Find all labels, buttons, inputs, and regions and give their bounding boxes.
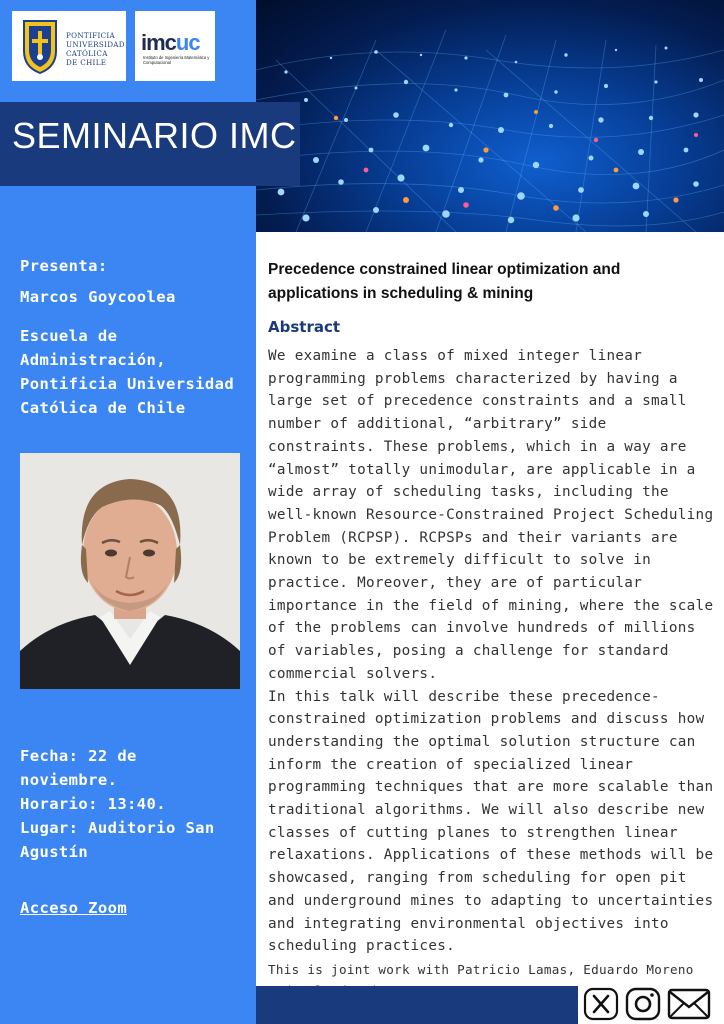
email-icon[interactable] [667,987,711,1021]
abstract-heading: Abstract [268,318,341,336]
abstract-text [268,345,720,1002]
imcuc-wordmark: imcuc [141,30,200,55]
affiliation-block [20,324,234,420]
imcuc-logo [135,11,215,81]
talk-title: Precedence constrained linear optimization and applications in scheduling & mining [268,261,621,302]
speaker-photo [20,453,240,689]
event-details [20,744,215,864]
location-line: Agustín [20,843,89,861]
acknowledgement-paragraph: This is joint work with Patricio Lamas, Eduardo Moreno [268,961,694,977]
seminar-title: SEMINARIO IMC [12,115,297,156]
time-line: Horario: 13:40. [20,795,166,813]
abstract-paragraph: In this talk will describe these precedence-constrained optimization problems and discuss how understanding the optimal solution structure can inform the creation of specialized linear programming techniques that are more scalable than traditional algorithms. We will also describe new classes of cutting planes to strengthen linear relaxations. Applications of these methods will be showcased, ranging from scheduling for open pit and underground mines to adapting to uncertainties and integrating environmental objectives into scheduling practices. [268,688,714,955]
affiliation-line: Administración, [20,351,166,369]
speaker-portrait-graphic [20,453,240,689]
puc-logo [12,11,126,81]
affiliation-line: Escuela de [20,327,118,345]
zoom-access-link[interactable]: Acceso Zoom [20,899,128,917]
instagram-icon[interactable] [625,987,661,1021]
network-pattern-graphic [256,0,724,232]
presenta-label: Presenta: [20,257,108,275]
date-line: noviembre. [20,771,118,789]
x-icon[interactable] [583,987,619,1021]
university-seal-icon [18,17,62,75]
network-hero-image [256,0,724,232]
location-line: Lugar: Auditorio San [20,819,215,837]
date-line: Fecha: 22 de [20,747,137,765]
abstract-paragraph: We examine a class of mixed integer linear programming problems characterized by having a large set of precedence constraints and a small number of additional, “arbitrary” side constraints. These problems, which in a way are “almost” totally unimodular, are applicable in a wide array of scheduling tasks, including the well-known Resource-Constrained Project Scheduling Problem (RCPSP). RCPSPs and their variants are known to be extremely difficult to solve in practice. Moreover, they are of particular importance in the field of mining, where the scale of the problems can involve hundreds of millions of variables, posing a challenge for standard commercial solvers. [268,348,714,682]
footer-bar [256,986,578,1024]
imcuc-subtitle: Instituto de Ingeniería Matemática y Computacional [143,55,210,65]
speaker-name: Marcos Goycoolea [20,288,176,306]
presenter-block [20,254,176,309]
puc-wordmark: PONTIFICIA UNIVERSIDAD CATÓLICA DE CHILE [66,31,125,67]
affiliation-line: Pontificia Universidad [20,375,235,393]
affiliation-line: Católica de Chile [20,399,186,417]
